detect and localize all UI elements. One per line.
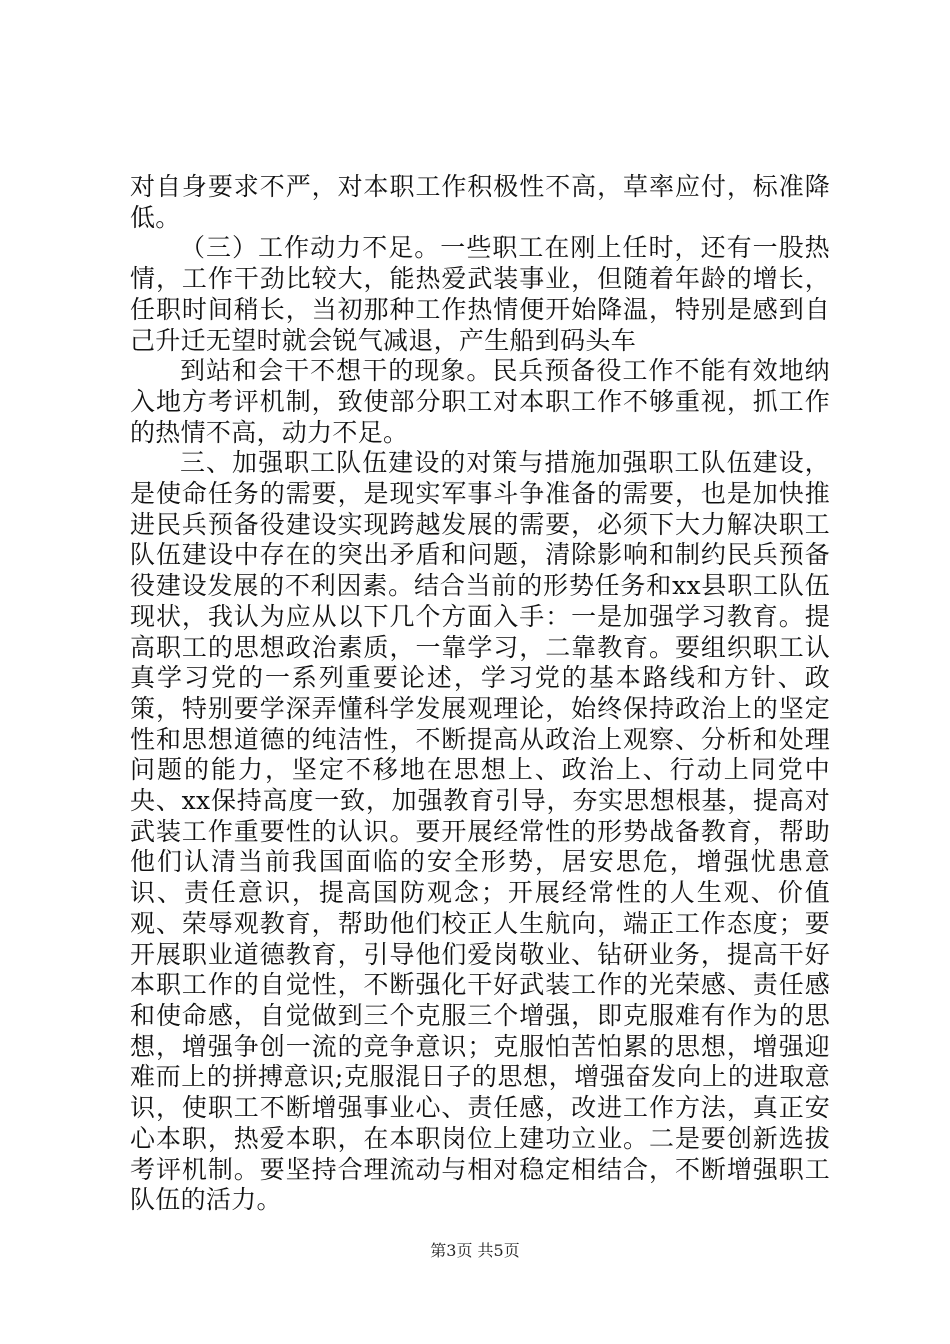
paragraph-countermeasures: 三、加强职工队伍建设的对策与措施加强职工队伍建设，是使命任务的需要，是现实军事斗争准备的需要，也是加快推进民兵预备役建设实现跨越发展的需要，必须下大力解决职工队伍建设中存在的突出矛盾和问题，清除影响和制约民兵预备役建设发展的不利因素。结合当前的形势任务和xx县职工队伍现状，我认为应从以下几个方面入手：一是加强学习教育。提高职工的思想政治素质，一靠学习，二靠教育。要组织职工认真学习党的一系列重要论述，学习党的基本路线和方针、政策，特别要学深弄懂科学发展观理论，始终保持政治上的坚定性和思想道德的纯洁性，不断提高从政治上观察、分析和处理问题的能力，坚定不移地在思想上、政治上、行动上同党中央、xx保持高度一致，加强教育引导，夯实思想根基，提高对武装工作重要性的认识。要开展经常性的形势战备教育，帮助他们认清当前我国面临的安全形势，居安思危，增强忧患意识、责任意识，提高国防观念；开展经常性的人生观、价值观、荣辱观教育，帮助他们校正人生航向，端正工作态度；要开展职业道德教育，引导他们爱岗敬业、钻研业务，提高干好本职工作的自觉性，不断强化干好武装工作的光荣感、责任感和使命感，自觉做到三个克服三个增强，即克服难有作为的思想，增强争创一流的竞争意识；克服怕苦怕累的思想，增强迎难而上的拼搏意识;克服混日子的思想，增强奋发向上的进取意识，使职工不断增强事业心、责任感，改进工作方法，真正安心本职，热爱本职，在本职岗位上建功立业。二是要创新选拔考评机制。要坚持合理流动与相对稳定相结合，不断增强职工队伍的活力。 <box>130 448 830 1215</box>
page-number-footer: 第3页 共5页 <box>430 1241 520 1260</box>
paragraph-motivation-continued: 到站和会干不想干的现象。民兵预备役工作不能有效地纳入地方考评机制，致使部分职工对本职工作不够重视，抓工作的热情不高，动力不足。 <box>130 356 830 447</box>
paragraph-continuation: 对自身要求不严，对本职工作积极性不高，草率应付，标准降低。 <box>130 172 830 232</box>
paragraph-section-three-motivation: （三）工作动力不足。一些职工在刚上任时，还有一股热情，工作干劲比较大，能热爱武装事业，但随着年龄的增长，任职时间稍长，当初那种工作热情便开始降温，特别是感到自己升迁无望时就会锐气减退，产生船到码头车 <box>130 233 830 355</box>
document-body <box>130 172 830 1216</box>
